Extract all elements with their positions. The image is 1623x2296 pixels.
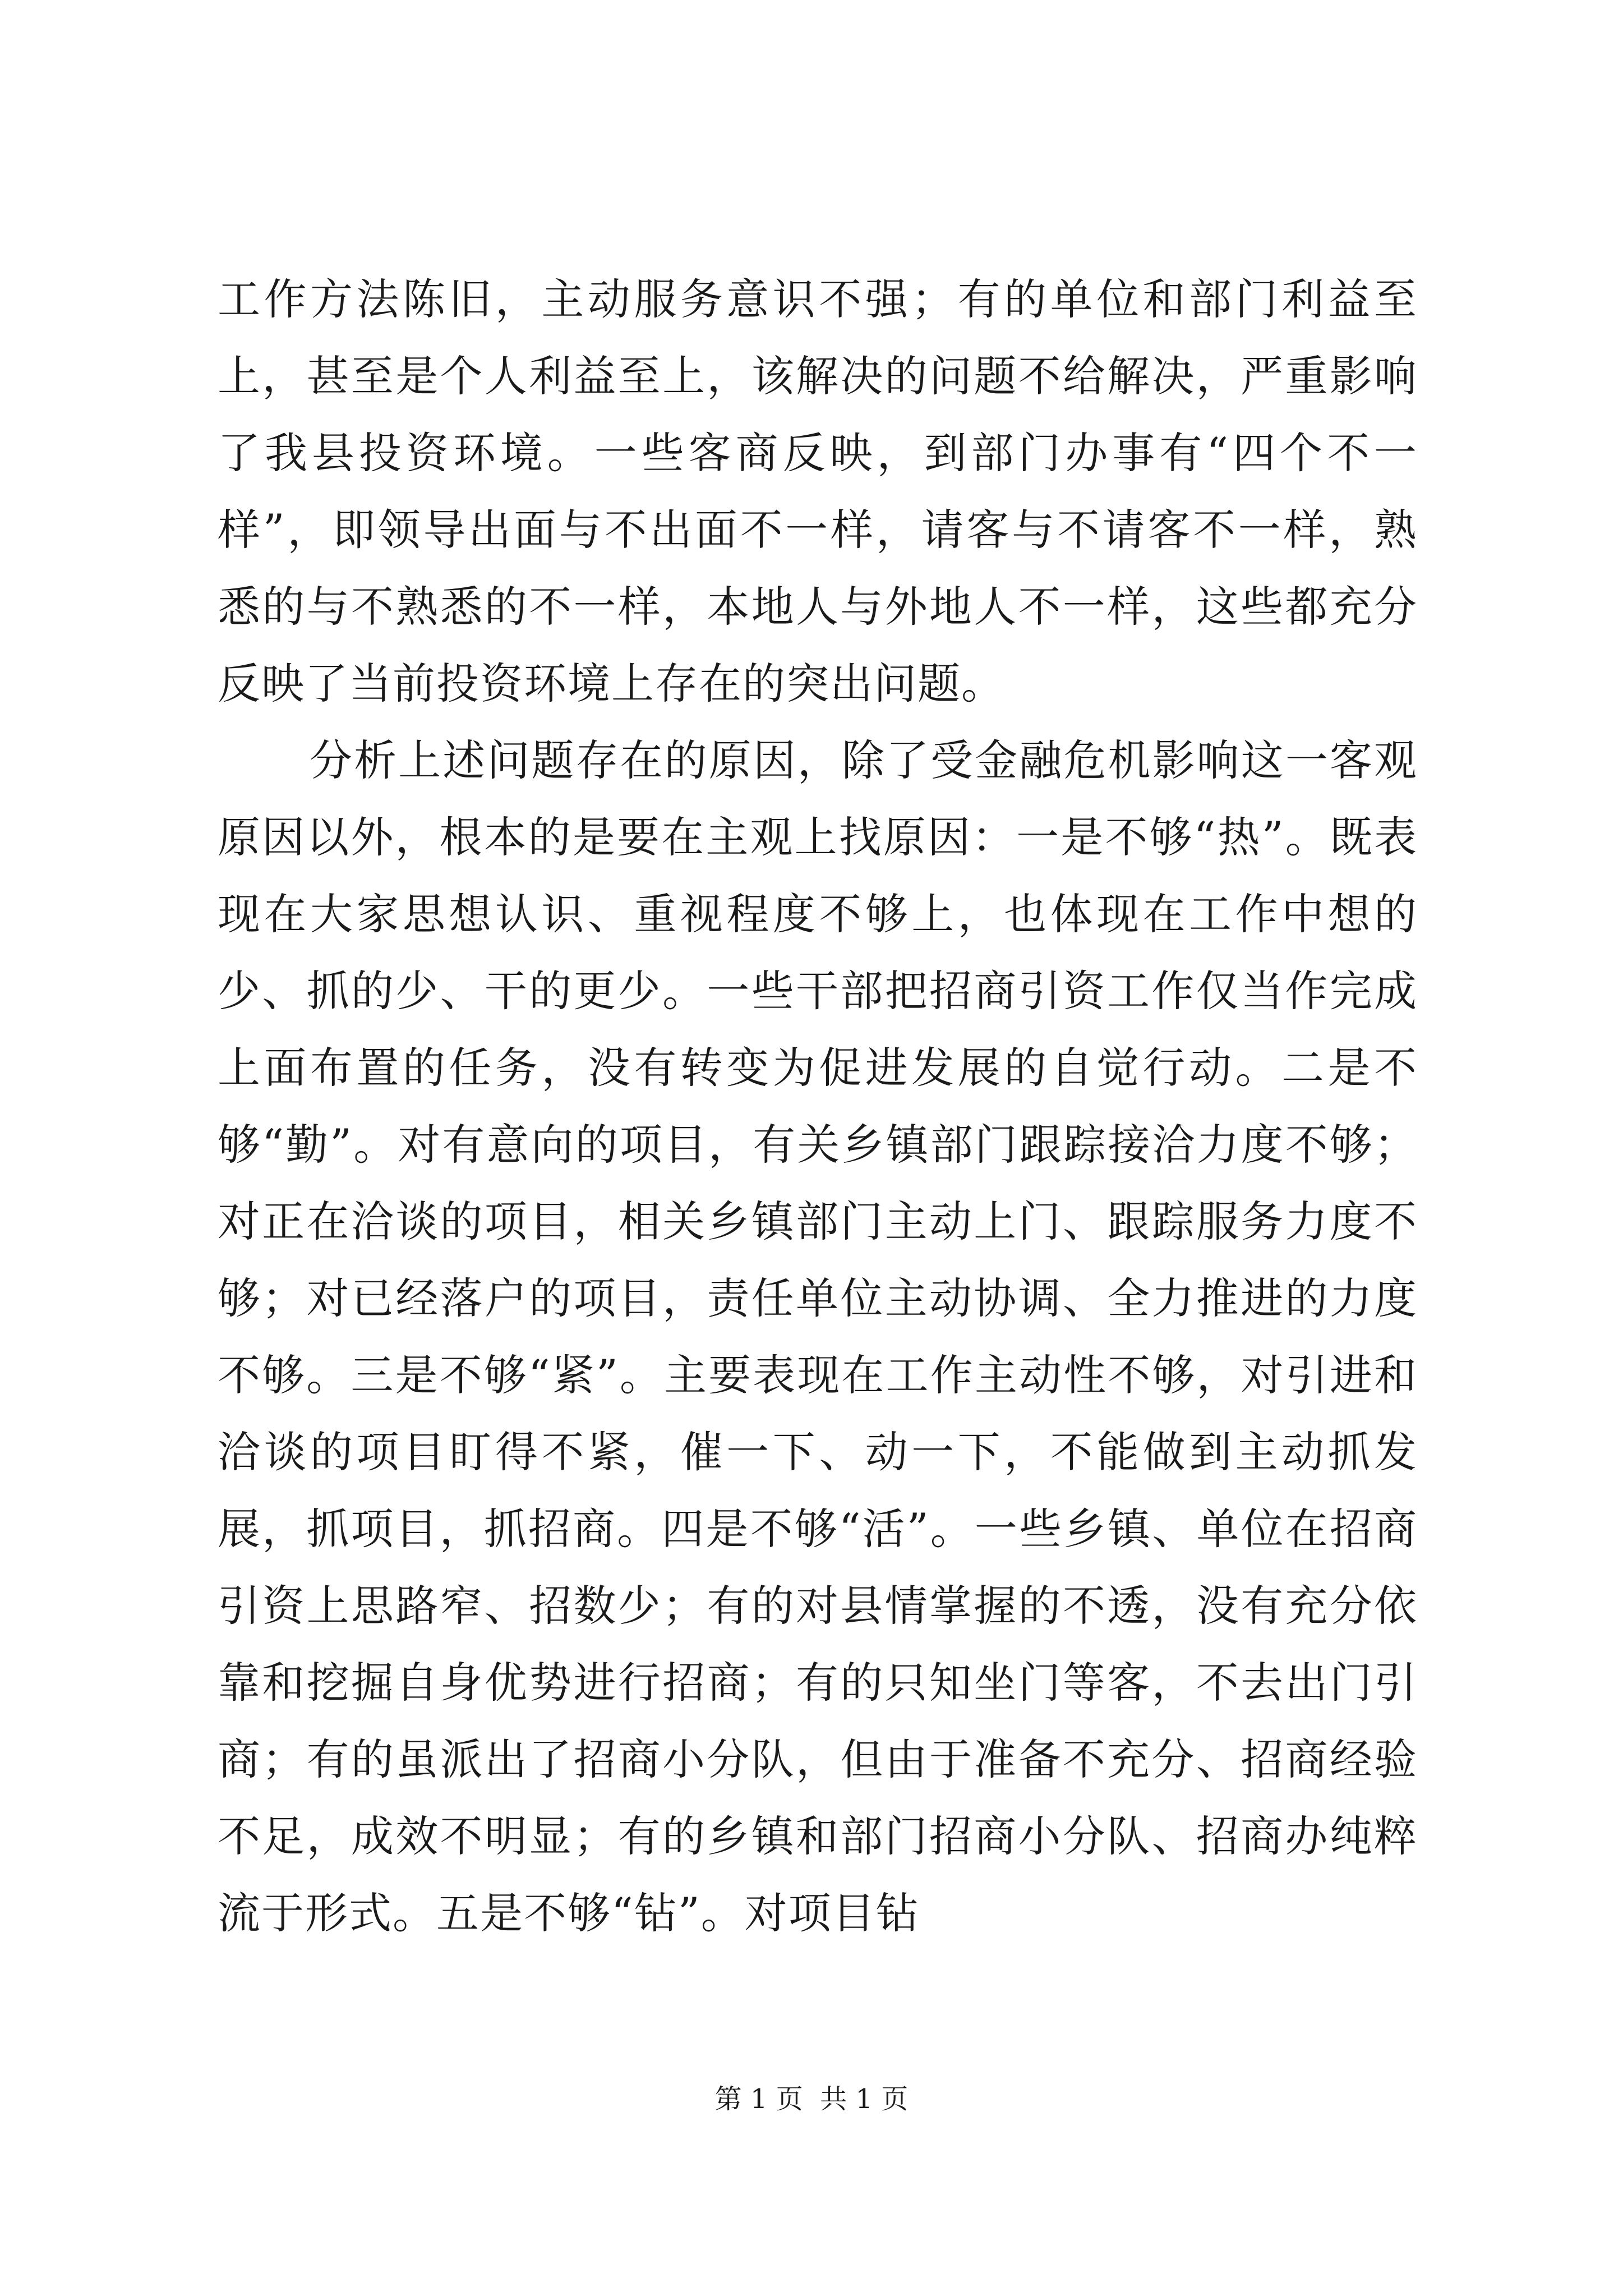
paragraph-1: 工作方法陈旧，主动服务意识不强；有的单位和部门利益至上，甚至是个人利益至上，该解决的问题不给解决，严重影响了我县投资环境。一些客商反映，到部门办事有“四个不一样”，即领导出面与不出面不一样，请客与不请客不一样，熟悉的与不熟悉的不一样，本地人与外地人不一样，这些都充分反映了当前投资环境上存在的突出问题。 xyxy=(218,274,1418,708)
page-footer xyxy=(0,2082,1623,2116)
paragraph-2: 分析上述问题存在的原因，除了受金融危机影响这一客观原因以外，根本的是要在主观上找原因：一是不够“热”。既表现在大家思想认识、重视程度不够上，也体现在工作中想的少、抓的少、干的更少。一些干部把招商引资工作仅当作完成上面布置的任务，没有转变为促进发展的自觉行动。二是不够“勤”。对有意向的项目，有关乡镇部门跟踪接洽力度不够；对正在洽谈的项目，相关乡镇部门主动上门、跟踪服务力度不够；对已经落户的项目，责任单位主动协调、全力推进的力度不够。三是不够“紧”。主要表现在工作主动性不够，对引进和洽谈的项目盯得不紧，催一下、动一下，不能做到主动抓发展，抓项目，抓招商。四是不够“活”。一些乡镇、单位在招商引资上思路窄、招数少；有的对县情掌握的不透，没有充分依靠和挖掘自身优势进行招商；有的只知坐门等客，不去出门引商；有的虽派出了招商小分队，但由于准备不充分、招商经验不足，成效不明显；有的乡镇和部门招商小分队、招商办纯粹流于形式。五是不够“钻”。对项目钻 xyxy=(218,735,1418,1938)
document-body xyxy=(218,261,1418,1952)
page-number-label: 第 1 页 共 1 页 xyxy=(714,2083,909,2115)
